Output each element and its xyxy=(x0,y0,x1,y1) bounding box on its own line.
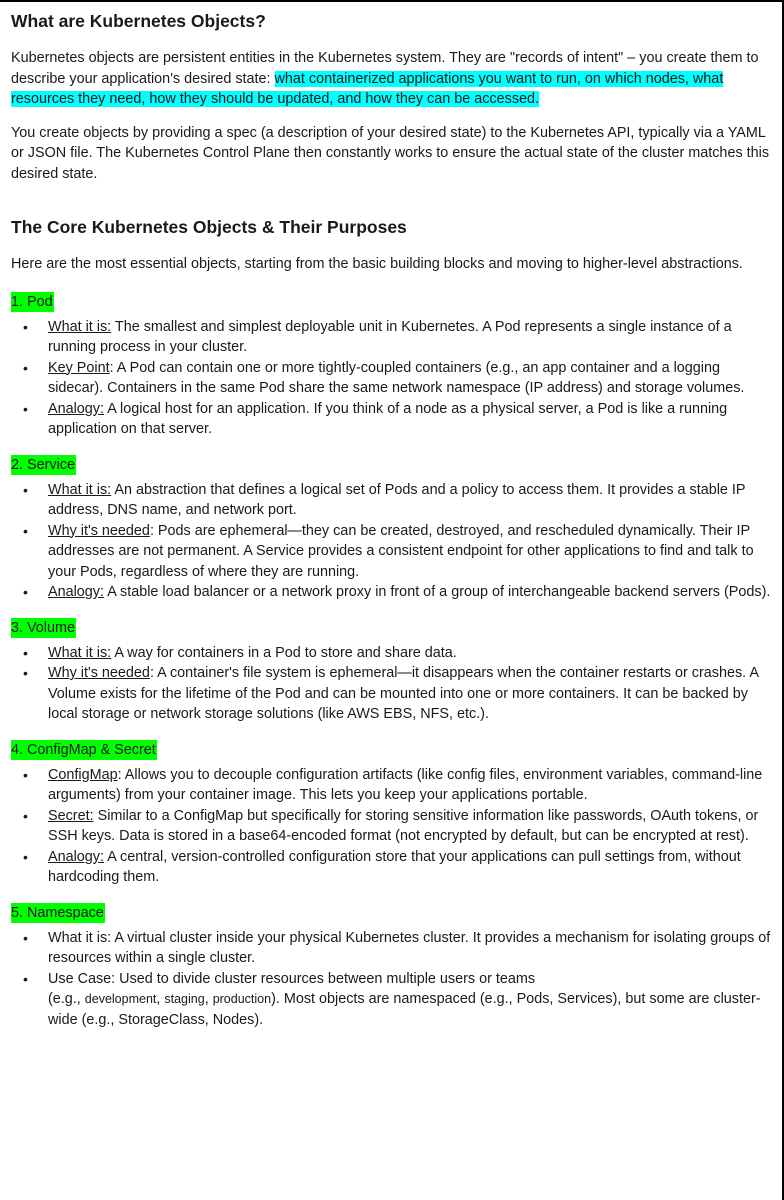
intro-paragraph-1 xyxy=(11,48,773,110)
section-configmap-title: 4. ConfigMap & Secret xyxy=(11,741,156,758)
page-title: What are Kubernetes Objects? xyxy=(11,11,266,31)
item-label: Analogy: xyxy=(48,400,105,417)
section-pod-heading xyxy=(11,292,773,312)
section-service-list xyxy=(11,480,773,603)
list-item xyxy=(48,582,773,603)
namespace-example-production: production xyxy=(212,992,272,1006)
list-item xyxy=(48,480,773,521)
list-item xyxy=(48,765,773,806)
item-text: An abstraction that defines a logical set of Pods and a policy to access them. It provides a stable IP address, DNS name, and network port. xyxy=(48,481,746,518)
item-label: What it is: xyxy=(48,644,112,661)
item-label: ConfigMap xyxy=(48,766,118,783)
list-item xyxy=(48,928,773,969)
section-volume-title: 3. Volume xyxy=(11,619,75,636)
list-item xyxy=(48,521,773,583)
namespace-example-staging: staging xyxy=(164,992,205,1006)
list-item xyxy=(48,358,773,399)
item-label: Analogy: xyxy=(48,848,105,865)
item-text: : Pods are ephemeral—they can be created, destroyed, and rescheduled dynamically. Their IP addresses are not permanent. A Service provides a consistent endpoint for other applications to find and talk to your Pods, regardless of where they are running. xyxy=(48,522,754,580)
section-service-title: 2. Service xyxy=(11,456,75,473)
item-label: Why it's needed xyxy=(48,665,150,681)
item-text-c: ). Most objects are namespaced (e.g., Pods, Services), but some are cluster-wide (e.g., StorageClass, Nodes). xyxy=(48,991,761,1028)
list-item xyxy=(48,847,773,888)
separator: , xyxy=(156,991,165,1007)
section-volume-list xyxy=(11,643,773,725)
item-text: : Allows you to decouple configuration artifacts (like config files, environment variables, command-line arguments) from your container image. This lets you keep your applications portable. xyxy=(48,766,763,803)
section-pod-list xyxy=(11,317,773,440)
list-item xyxy=(48,663,773,725)
item-text: A stable load balancer or a network proxy in front of a group of interchangeable backend servers (Pods). xyxy=(104,584,771,600)
item-text: A central, version-controlled configuration store that your applications can pull settings from, without hardcoding them. xyxy=(48,848,741,885)
namespace-example-development: development xyxy=(84,992,157,1006)
intro-text: Kubernetes objects are persistent entities in the Kubernetes system. They are "records of intent" – you create them to describe your application's desired state: xyxy=(11,50,759,87)
list-item xyxy=(48,317,773,358)
item-text: : A Pod can contain one or more tightly-coupled containers (e.g., an app container and a logging sidecar). Containers in the same Pod share the same network namespace (IP address) and storage volumes. xyxy=(48,359,745,396)
section-pod-title: 1. Pod xyxy=(11,293,53,310)
item-text: A logical host for an application. If you think of a node as a physical server, a Pod is like a running application on that server. xyxy=(48,400,728,437)
list-item xyxy=(48,969,773,1031)
section-namespace-list xyxy=(11,928,773,1031)
core-intro: Here are the most essential objects, starting from the basic building blocks and moving to higher-level abstractions. xyxy=(11,256,743,272)
item-label: Why it's needed xyxy=(48,522,150,539)
section-volume-heading xyxy=(11,618,773,638)
section-heading-core: The Core Kubernetes Objects & Their Purposes xyxy=(11,217,407,237)
item-text: What it is: A virtual cluster inside your physical Kubernetes cluster. It provides a mechanism for isolating groups of resources within a single cluster. xyxy=(48,929,771,966)
item-label: What it is: xyxy=(48,318,112,335)
item-text-b: (e.g., xyxy=(48,991,85,1007)
section-namespace-title: 5. Namespace xyxy=(11,904,104,921)
item-label: What it is: xyxy=(48,481,112,498)
item-label: Key Point xyxy=(48,359,110,376)
list-item xyxy=(48,806,773,847)
list-item xyxy=(48,399,773,440)
page-border-top xyxy=(0,0,784,2)
item-text: : A container's file system is ephemeral—it disappears when the container restarts or crashes. A Volume exists for the lifetime of the Pod and can be mounted into one or more containers. It can be backed by local storage or network storage solutions (like AWS EBS, NFS, etc.). xyxy=(48,665,759,722)
item-text: A way for containers in a Pod to store and share data. xyxy=(111,644,457,661)
item-text: The smallest and simplest deployable unit in Kubernetes. A Pod represents a single instance of a running process in your cluster. xyxy=(48,318,732,355)
section-configmap-heading xyxy=(11,740,773,760)
item-label: Secret: xyxy=(48,807,94,824)
list-item xyxy=(48,643,773,664)
intro-highlight: what containerized applications you want to run, on which nodes, what resources they need, how they should be updated, and how they can be accessed. xyxy=(11,70,724,107)
item-label: Analogy: xyxy=(48,584,105,600)
section-service-heading xyxy=(11,455,773,475)
document xyxy=(11,8,773,1030)
section-namespace-heading xyxy=(11,903,773,923)
item-text-a: Use Case: Used to divide cluster resources between multiple users or teams xyxy=(48,970,536,987)
intro-paragraph-2: You create objects by providing a spec (a description of your desired state) to the Kubernetes API, typically via a YAML or JSON file. The Kubernetes Control Plane then constantly works to ensure the actual state of the cluster matches this desired state. xyxy=(11,124,770,182)
item-text: Similar to a ConfigMap but specifically for storing sensitive information like passwords, OAuth tokens, or SSH keys. Data is stored in a base64-encoded format (not encrypted by default, but can be encrypted at rest). xyxy=(48,807,759,844)
separator: , xyxy=(204,991,213,1007)
section-configmap-list xyxy=(11,765,773,888)
